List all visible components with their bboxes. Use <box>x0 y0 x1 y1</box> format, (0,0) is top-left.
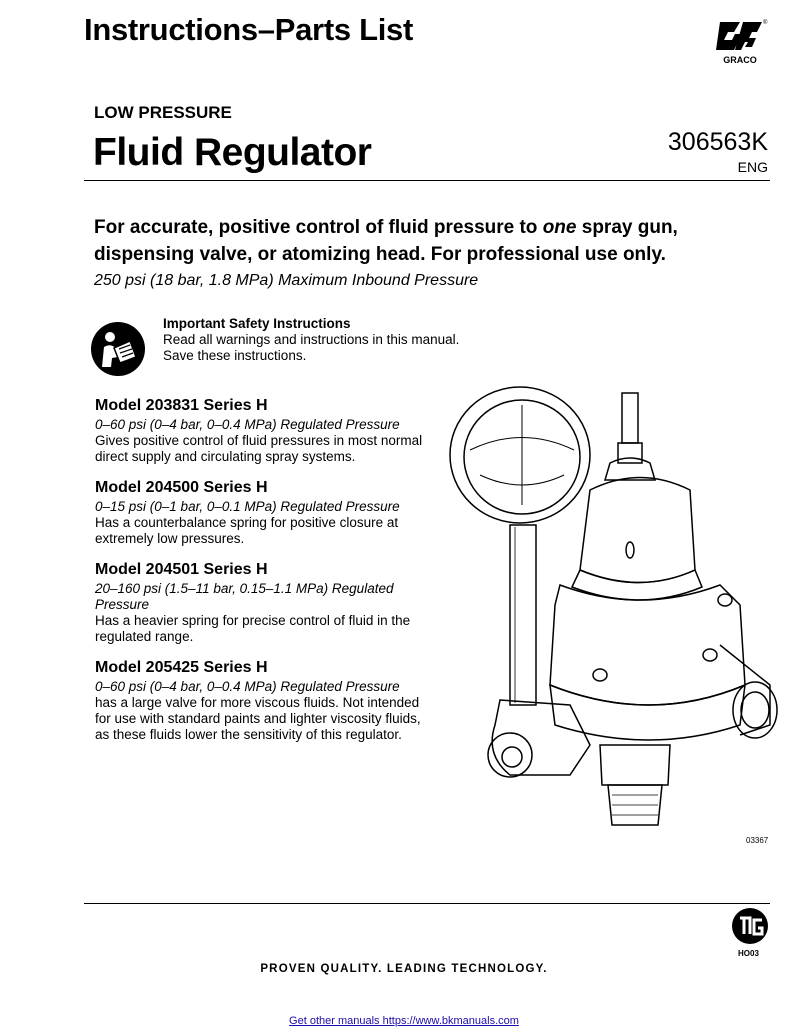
graco-logo <box>712 14 768 70</box>
model-description: Gives positive control of fluid pressures in most normal direct supply and circulating spray systems. <box>95 433 423 464</box>
document-type-title: Instructions–Parts List <box>84 12 414 47</box>
language-code: ENG <box>737 159 768 175</box>
model-pressure-range: 0–15 psi (0–1 bar, 0–0.1 MPa) Regulated Pressure <box>95 499 400 514</box>
model-entry <box>95 395 430 465</box>
product-kicker: LOW PRESSURE <box>94 103 232 122</box>
brand-name: GRACO <box>723 55 757 65</box>
footer-divider <box>84 903 770 904</box>
read-manual-icon <box>90 321 146 377</box>
svg-text:®: ® <box>763 20 768 26</box>
model-name: Model 204501 Series H <box>95 561 268 578</box>
model-entry <box>95 559 430 645</box>
model-description: Has a heavier spring for precise control of fluid in the regulated range. <box>95 613 411 644</box>
model-pressure-range: 20–160 psi (1.5–11 bar, 0.15–1.1 MPa) Regulated Pressure <box>95 581 394 612</box>
document-number: 306563K <box>667 128 768 156</box>
header-divider <box>84 180 770 181</box>
figure-number: 03367 <box>746 836 769 845</box>
model-pressure-range: 0–60 psi (0–4 bar, 0–0.4 MPa) Regulated Pressure <box>95 417 400 432</box>
model-entry <box>95 657 430 743</box>
certification-code: HO03 <box>738 949 759 958</box>
intro-statement: For accurate, positive control of fluid pressure to one spray gun, dispensing valve, or atomizing head. For professional use only. <box>94 217 678 265</box>
max-inbound-pressure: 250 psi (18 bar, 1.8 MPa) Maximum Inbound Pressure <box>94 272 479 289</box>
intro-emphasis: one <box>542 217 577 238</box>
model-entry <box>95 477 430 547</box>
model-description: has a large valve for more viscous fluids. Not intended for use with standard paints and lighter viscosity fluids, as these fluids lower the sensitivity of this regulator. <box>95 695 421 742</box>
model-list <box>95 395 430 755</box>
model-name: Model 205425 Series H <box>95 659 268 676</box>
fluid-regulator-illustration <box>440 355 785 855</box>
brand-tagline: PROVEN QUALITY. LEADING TECHNOLOGY. <box>260 963 548 975</box>
model-description: Has a counterbalance spring for positive closure at extremely low pressures. <box>95 515 399 546</box>
product-title: Fluid Regulator <box>93 131 372 174</box>
safety-line-1: Read all warnings and instructions in this manual. <box>163 332 460 347</box>
model-name: Model 203831 Series H <box>95 397 268 414</box>
safety-heading: Important Safety Instructions <box>163 316 351 331</box>
certification-mark-icon <box>730 906 770 946</box>
model-name: Model 204500 Series H <box>95 479 268 496</box>
model-pressure-range: 0–60 psi (0–4 bar, 0–0.4 MPa) Regulated Pressure <box>95 679 400 694</box>
manuals-link[interactable]: Get other manuals https://www.bkmanuals.com <box>289 1015 519 1027</box>
safety-line-2: Save these instructions. <box>163 348 307 363</box>
